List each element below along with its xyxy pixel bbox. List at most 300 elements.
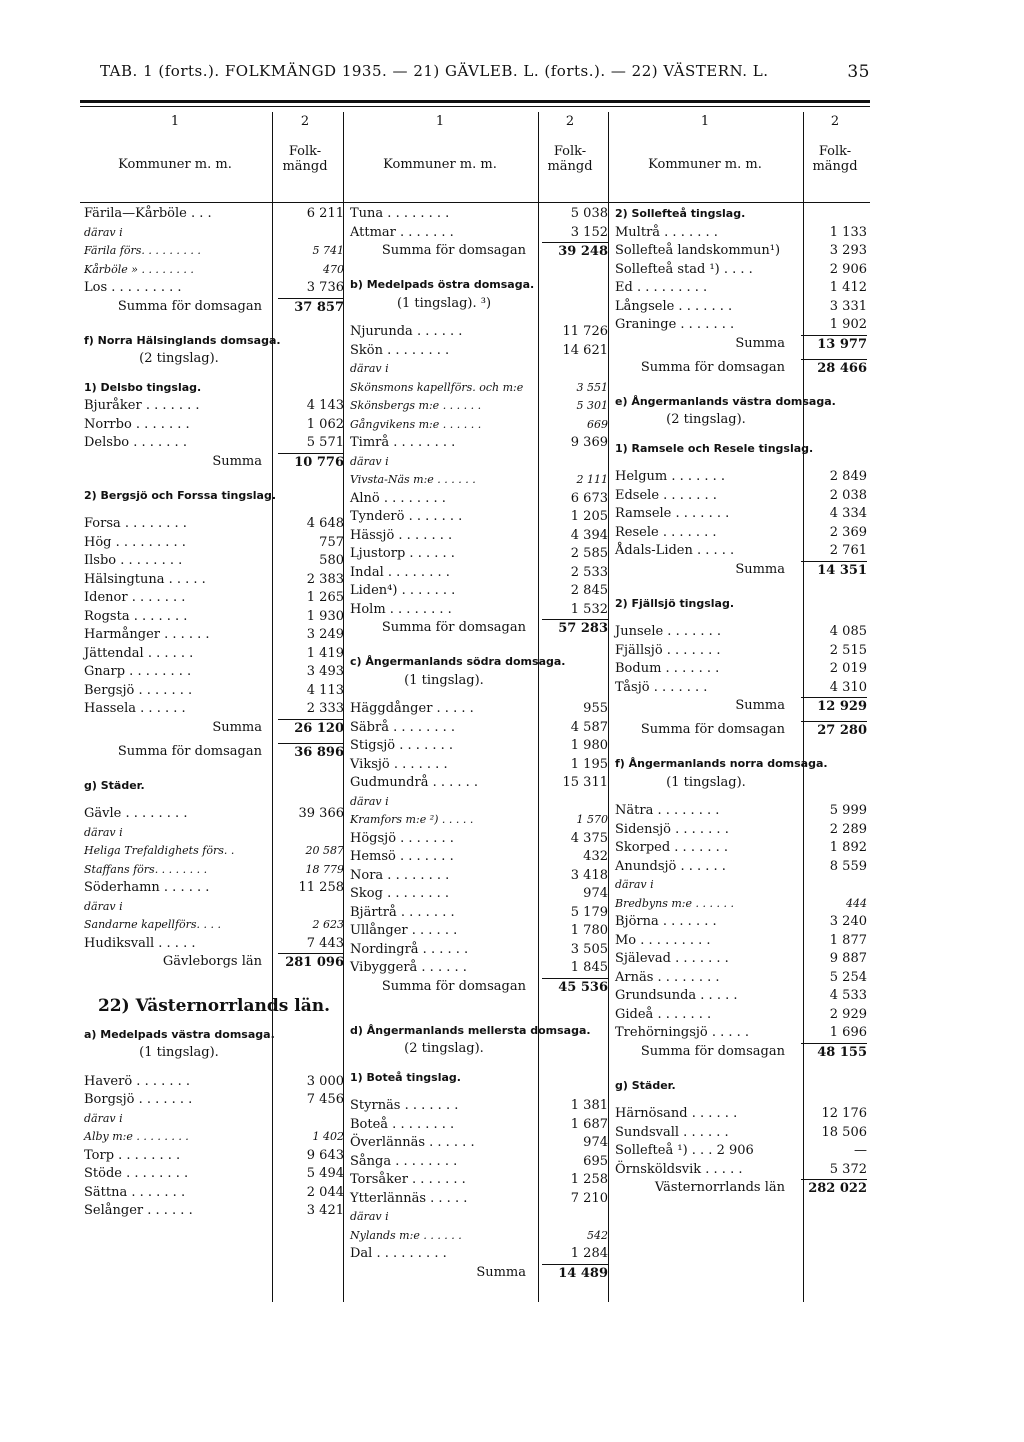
row-name: Hassela . . . . . . <box>84 701 186 716</box>
row-name: Summa för domsagan <box>640 1043 785 1059</box>
row-name: Selånger . . . . . . <box>84 1203 193 1218</box>
row-value: 281 096 <box>278 953 344 973</box>
table-row <box>84 261 344 280</box>
table-row <box>350 941 608 960</box>
sum-row <box>615 1043 867 1067</box>
row-value: 4 113 <box>306 682 344 698</box>
row-value: 3 493 <box>306 664 344 679</box>
row-name: därav i <box>84 899 123 913</box>
row-name: Gävleborgs län <box>162 954 262 969</box>
spacer <box>84 977 344 987</box>
row-value: 1 133 <box>829 224 867 240</box>
table-row <box>84 397 344 416</box>
spacer <box>615 1095 867 1105</box>
sum-row <box>350 619 608 643</box>
table-row <box>350 1116 608 1135</box>
row-value: 974 <box>583 1135 608 1150</box>
table-row <box>615 932 867 951</box>
row-value: 3 736 <box>306 280 344 295</box>
table-row <box>615 679 867 698</box>
row-name: Sollefteå ¹) . . . 2 906 <box>615 1143 754 1158</box>
table-row <box>615 623 867 642</box>
table-row <box>615 242 867 261</box>
table-row <box>350 527 608 546</box>
row-name: Forsa . . . . . . . . <box>84 516 187 531</box>
row-name: Stigsjö . . . . . . . <box>350 738 453 753</box>
row-value: 26 120 <box>278 719 344 739</box>
sum-row <box>84 719 344 743</box>
table-row <box>350 323 608 342</box>
row-value: 11 726 <box>562 324 608 339</box>
row-value: 1 902 <box>829 317 867 332</box>
spacer <box>615 792 867 802</box>
row-name: Liden⁴) . . . . . . . <box>350 583 456 598</box>
row-name: Skog . . . . . . . . <box>350 886 450 901</box>
row-name: Indal . . . . . . . . <box>350 564 450 580</box>
table-row <box>84 608 344 627</box>
row-value: 7 210 <box>570 1190 608 1206</box>
row-name: Långsele . . . . . . . <box>615 298 733 314</box>
heading-text: 1) Ramsele och Resele tingslag. <box>615 441 814 455</box>
row-name: Kårböle » . . . . . . . . <box>84 262 194 276</box>
row-value: 45 536 <box>542 978 608 998</box>
row-name: Bergsjö . . . . . . . <box>84 682 193 698</box>
row-value: 3 249 <box>306 627 344 642</box>
header-title: TAB. 1 (forts.). FOLKMÄNGD 1935. — 21) GÄVLEB. L. (forts.). — 22) VÄSTERN. L. <box>100 62 769 80</box>
row-name: Högsjö . . . . . . . <box>350 830 454 846</box>
row-name: Nora . . . . . . . . <box>350 867 450 883</box>
row-value: 5 038 <box>570 206 608 221</box>
row-value: 18 506 <box>821 1124 867 1140</box>
table-row <box>350 453 608 472</box>
row-name: Jättendal . . . . . . <box>84 645 194 661</box>
row-name: Nordingrå . . . . . . <box>350 941 469 957</box>
row-name: Graninge . . . . . . . <box>615 317 735 332</box>
table-row <box>615 261 867 280</box>
row-name: Säbrå . . . . . . . . <box>350 719 456 735</box>
table-row <box>615 950 867 969</box>
heading-text: (1 tingslag). ³) <box>396 295 492 311</box>
table-row <box>350 1227 608 1246</box>
section-heading <box>615 755 867 774</box>
row-value: 1 930 <box>306 608 344 624</box>
row-value: 2 369 <box>829 524 867 540</box>
heading-text: (2 tingslag). <box>139 351 219 366</box>
spacer <box>84 1063 344 1073</box>
row-value: 2 038 <box>829 487 867 503</box>
row-name: Sollefteå stad ¹) . . . . <box>615 261 753 277</box>
row-name: Ed . . . . . . . . . <box>615 280 708 295</box>
table-row <box>350 360 608 379</box>
row-name: Trehörningsjö . . . . . <box>615 1025 750 1040</box>
row-value: 3 505 <box>570 941 608 957</box>
row-value: 757 <box>319 534 344 550</box>
table-row <box>350 1245 608 1264</box>
row-value: 1 284 <box>570 1246 608 1261</box>
row-value: 5 301 <box>576 399 608 412</box>
row-value: 18 779 <box>305 862 344 876</box>
section-heading <box>615 205 867 224</box>
row-value: 1 980 <box>570 738 608 753</box>
row-name: Borgsjö . . . . . . . <box>84 1092 193 1107</box>
row-name: Vivsta-Näs m:e . . . . . . <box>350 473 476 486</box>
table-row <box>350 830 608 849</box>
row-value: 39 248 <box>542 242 608 262</box>
spacer <box>350 266 608 276</box>
table-row <box>615 987 867 1006</box>
table-row <box>350 700 608 719</box>
table-row <box>350 774 608 793</box>
table-row <box>84 416 344 435</box>
table-row <box>350 342 608 361</box>
table-row <box>84 898 344 917</box>
row-name: Söderhamn . . . . . . <box>84 880 210 895</box>
row-value: 1 687 <box>570 1116 608 1132</box>
table-row <box>350 434 608 453</box>
row-name: Härnösand . . . . . . <box>615 1106 738 1121</box>
table-row <box>350 922 608 941</box>
row-value: 39 366 <box>298 806 344 821</box>
row-name: Vibyggerå . . . . . . <box>350 960 467 975</box>
row-name: Summa för domsagan <box>640 722 785 737</box>
row-name: Hudiksvall . . . . . <box>84 935 196 951</box>
table-row <box>615 542 867 561</box>
table-row <box>615 468 867 487</box>
table-row <box>84 1073 344 1092</box>
table-row <box>350 582 608 601</box>
row-name: Multrå . . . . . . . <box>615 224 718 240</box>
sum-row <box>615 359 867 383</box>
row-name: Summa <box>476 1264 526 1280</box>
tingslag-note <box>350 672 608 691</box>
spacer <box>84 1016 344 1026</box>
row-name: Ullånger . . . . . . <box>350 923 458 938</box>
table-row <box>350 564 608 583</box>
table-row <box>350 1208 608 1227</box>
row-name: Haverö . . . . . . . <box>84 1073 191 1089</box>
spacer <box>350 1002 608 1012</box>
row-value: 3 331 <box>829 298 867 314</box>
table-row <box>84 224 344 243</box>
row-name: Heliga Trefaldighets förs. . <box>84 844 235 857</box>
row-name: därav i <box>350 794 389 808</box>
tingslag-note <box>615 774 867 793</box>
table-row <box>84 842 344 861</box>
sum-row <box>84 953 344 977</box>
table-row <box>615 316 867 335</box>
page-number: 35 <box>847 62 870 82</box>
heading-text: d) Ångermanlands mellersta domsaga. <box>350 1023 591 1037</box>
sum-row <box>615 561 867 585</box>
spacer <box>615 458 867 468</box>
row-value: 432 <box>583 849 608 864</box>
table-row <box>84 205 344 224</box>
row-name: Harmånger . . . . . . <box>84 627 210 642</box>
row-name: Tåsjö . . . . . . . <box>615 679 708 695</box>
table-row <box>615 642 867 661</box>
row-value: 7 443 <box>306 935 344 951</box>
row-name: Västernorrlands län <box>654 1180 785 1195</box>
row-value: 2 044 <box>306 1184 344 1200</box>
sum-row <box>615 721 867 745</box>
row-value: 14 489 <box>542 1264 608 1284</box>
row-name: Sånga . . . . . . . . <box>350 1153 458 1169</box>
row-value: 12 176 <box>821 1106 867 1121</box>
row-value: 5 179 <box>570 904 608 920</box>
row-name: Sundsvall . . . . . . <box>615 1124 729 1140</box>
row-name: Gnarp . . . . . . . . <box>84 664 192 679</box>
row-value: 2 515 <box>829 642 867 658</box>
row-value: 2 929 <box>829 1006 867 1022</box>
row-name: Summa <box>212 453 262 469</box>
table-row <box>84 589 344 608</box>
row-name: Torsåker . . . . . . . <box>350 1172 466 1187</box>
table-row <box>350 490 608 509</box>
heading-text: (1 tingslag). <box>139 1045 219 1060</box>
table-row <box>615 1006 867 1025</box>
row-name: Resele . . . . . . . <box>615 524 717 540</box>
tingslag-note <box>84 350 344 369</box>
spacer <box>84 767 344 777</box>
row-name: Bodum . . . . . . . <box>615 661 720 676</box>
row-value: 3 551 <box>576 380 608 394</box>
spacer <box>84 505 344 515</box>
row-value: 2 383 <box>306 571 344 587</box>
row-value: 1 892 <box>829 840 867 855</box>
row-value: 5 741 <box>312 244 344 257</box>
row-name: Nylands m:e . . . . . . <box>350 1228 462 1242</box>
row-name: Ljustorp . . . . . . <box>350 546 455 561</box>
heading-text: f) Norra Hälsinglands domsaga. <box>84 333 281 347</box>
row-name: Skön . . . . . . . . <box>350 342 450 358</box>
row-name: Summa för domsagan <box>381 978 526 994</box>
table-row <box>84 1147 344 1166</box>
row-name: därav i <box>84 1111 123 1125</box>
spacer <box>615 430 867 440</box>
row-name: Norrbo . . . . . . . <box>84 416 190 432</box>
row-name: Junsele . . . . . . . <box>615 624 722 639</box>
row-name: Ilsbo . . . . . . . . <box>84 553 183 568</box>
row-value: 4 334 <box>829 506 867 521</box>
row-value: 14 351 <box>801 561 867 581</box>
row-value: 27 280 <box>801 721 867 741</box>
section-heading <box>350 653 608 672</box>
row-value: 1 532 <box>570 601 608 617</box>
heading-text: 2) Sollefteå tingslag. <box>615 207 746 220</box>
heading-text: 22) Västernorrlands län. <box>97 996 331 1016</box>
header-num-1: 1 <box>435 114 445 129</box>
row-value: 5 254 <box>829 969 867 985</box>
row-value: 2 289 <box>829 821 867 837</box>
table-row <box>84 534 344 553</box>
row-value: 9 887 <box>829 951 867 966</box>
row-name: Ådals-Liden . . . . . <box>615 543 735 558</box>
table-row <box>84 1110 344 1129</box>
section-heading <box>350 1022 608 1041</box>
row-name: Skönsbergs m:e . . . . . . <box>350 399 482 412</box>
sum-row <box>350 242 608 266</box>
table-row <box>350 1190 608 1209</box>
spacer <box>350 690 608 700</box>
row-value: 9 643 <box>306 1147 344 1163</box>
spacer <box>350 1087 608 1097</box>
spacer <box>615 613 867 623</box>
table-row <box>84 916 344 935</box>
row-value: 3 240 <box>829 914 867 929</box>
row-name: Fjällsjö . . . . . . . <box>615 642 721 658</box>
table-row <box>350 1171 608 1190</box>
table-row <box>84 935 344 954</box>
row-value: 1 205 <box>570 509 608 524</box>
row-name: Ramsele . . . . . . . <box>615 506 730 521</box>
row-name: Arnäs . . . . . . . . <box>615 969 720 985</box>
heading-text: 2) Bergsjö och Forssa tingslag. <box>84 488 277 502</box>
row-value: 9 369 <box>570 435 608 450</box>
section-heading <box>615 440 867 459</box>
row-name: Tynderö . . . . . . . <box>350 509 463 524</box>
spacer <box>84 477 344 487</box>
header-num-1: 1 <box>170 114 180 129</box>
row-value: 955 <box>583 701 608 716</box>
row-value: 1 570 <box>576 813 608 826</box>
sum-row <box>615 1179 867 1203</box>
row-value: 2 333 <box>306 701 344 716</box>
table-row <box>615 279 867 298</box>
row-value: 1 696 <box>829 1025 867 1040</box>
row-value: 2 533 <box>570 564 608 580</box>
row-name: Los . . . . . . . . . <box>84 280 182 295</box>
row-name: Bjärtrå . . . . . . . <box>350 904 455 920</box>
tingslag-note <box>350 1040 608 1059</box>
section-heading <box>84 332 344 351</box>
row-name: Viksjö . . . . . . . <box>350 756 448 772</box>
sum-row <box>615 335 867 359</box>
row-value: 4 143 <box>306 398 344 413</box>
row-value: 1 265 <box>306 590 344 605</box>
row-value: 1 258 <box>570 1172 608 1187</box>
row-name: Sättna . . . . . . . <box>84 1184 186 1200</box>
row-value: 4 375 <box>570 830 608 846</box>
row-value: 2 845 <box>570 583 608 598</box>
spacer <box>350 643 608 653</box>
row-value: 5 372 <box>829 1161 867 1177</box>
table-row <box>615 224 867 243</box>
row-value: 3 418 <box>570 867 608 883</box>
row-value: 15 311 <box>562 775 608 790</box>
row-name: Tuna . . . . . . . . <box>350 206 450 221</box>
table-row <box>615 895 867 914</box>
row-value: 2 019 <box>829 661 867 676</box>
spacer <box>350 313 608 323</box>
row-name: Staffans förs. . . . . . . . <box>84 862 208 876</box>
row-name: Bjuråker . . . . . . . <box>84 398 200 413</box>
spacer <box>350 1059 608 1069</box>
row-value: 1 845 <box>570 960 608 975</box>
row-name: Anundsjö . . . . . . <box>615 858 726 874</box>
table-row <box>615 858 867 877</box>
table-row <box>350 1097 608 1116</box>
row-value: 5 999 <box>829 803 867 818</box>
row-name: Färila förs. . . . . . . . . <box>84 244 201 257</box>
row-value: 1 419 <box>306 645 344 661</box>
row-name: därav i <box>350 362 389 375</box>
row-value: 2 111 <box>576 473 608 486</box>
row-value: 3 000 <box>306 1073 344 1089</box>
row-name: Timrå . . . . . . . . <box>350 435 456 450</box>
section-heading <box>84 379 344 398</box>
table-row <box>350 397 608 416</box>
spacer <box>615 745 867 755</box>
row-name: Edsele . . . . . . . <box>615 487 717 503</box>
row-name: Ytterlännäs . . . . . <box>350 1190 468 1206</box>
table-row <box>84 824 344 843</box>
row-name: Njurunda . . . . . . <box>350 324 463 339</box>
row-value: 444 <box>846 896 867 910</box>
row-name: Sollefteå landskommun¹) <box>615 243 781 258</box>
spacer <box>350 1012 608 1022</box>
sum-row <box>350 978 608 1002</box>
table-row <box>615 1142 867 1161</box>
header-num-2: 2 <box>830 114 840 129</box>
row-value: 1 780 <box>570 923 608 938</box>
table-row <box>350 848 608 867</box>
row-name: Rogsta . . . . . . . <box>84 608 188 624</box>
table-row <box>350 205 608 224</box>
table-row <box>84 879 344 898</box>
row-value: 542 <box>587 1228 608 1242</box>
row-name: Idenor . . . . . . . <box>84 590 186 605</box>
row-name: Delsbo . . . . . . . <box>84 435 187 450</box>
sum-row <box>84 743 344 767</box>
row-value: 8 559 <box>829 858 867 874</box>
row-value: 974 <box>583 886 608 901</box>
row-name: Hög . . . . . . . . . <box>84 534 186 550</box>
row-name: Själevad . . . . . . . <box>615 951 729 966</box>
header-pop: Folk-mängd <box>282 144 328 174</box>
row-name: därav i <box>84 225 123 239</box>
row-value: 4 310 <box>829 679 867 695</box>
row-name: Färila—Kårböle . . . <box>84 206 212 221</box>
row-name: Björna . . . . . . . <box>615 914 717 929</box>
row-value: 580 <box>319 553 344 568</box>
row-name: Attmar . . . . . . . <box>350 224 454 240</box>
row-name: Stöde . . . . . . . . <box>84 1166 189 1181</box>
table-row <box>615 505 867 524</box>
table-row <box>615 298 867 317</box>
row-name: Skorped . . . . . . . <box>615 840 729 855</box>
row-value: 1 381 <box>570 1098 608 1113</box>
table-row <box>615 802 867 821</box>
spacer <box>615 585 867 595</box>
row-name: Örnsköldsvik . . . . . <box>615 1161 743 1177</box>
row-value: 6 673 <box>570 490 608 506</box>
spacer <box>615 1067 867 1077</box>
row-name: Kramfors m:e ²) . . . . . <box>350 813 474 826</box>
table-row <box>84 1128 344 1147</box>
spacer <box>615 383 867 393</box>
row-name: Summa <box>212 719 262 735</box>
row-value: 4 533 <box>829 988 867 1003</box>
row-value: 2 585 <box>570 546 608 561</box>
table-header <box>80 112 870 203</box>
row-name: Överlännäs . . . . . . <box>350 1135 475 1150</box>
column-2 <box>350 205 608 1288</box>
table-row <box>84 1202 344 1221</box>
table-row <box>350 224 608 243</box>
heading-text: (1 tingslag). <box>666 774 746 790</box>
section-heading <box>350 276 608 295</box>
row-name: Gångvikens m:e . . . . . . <box>350 417 482 431</box>
